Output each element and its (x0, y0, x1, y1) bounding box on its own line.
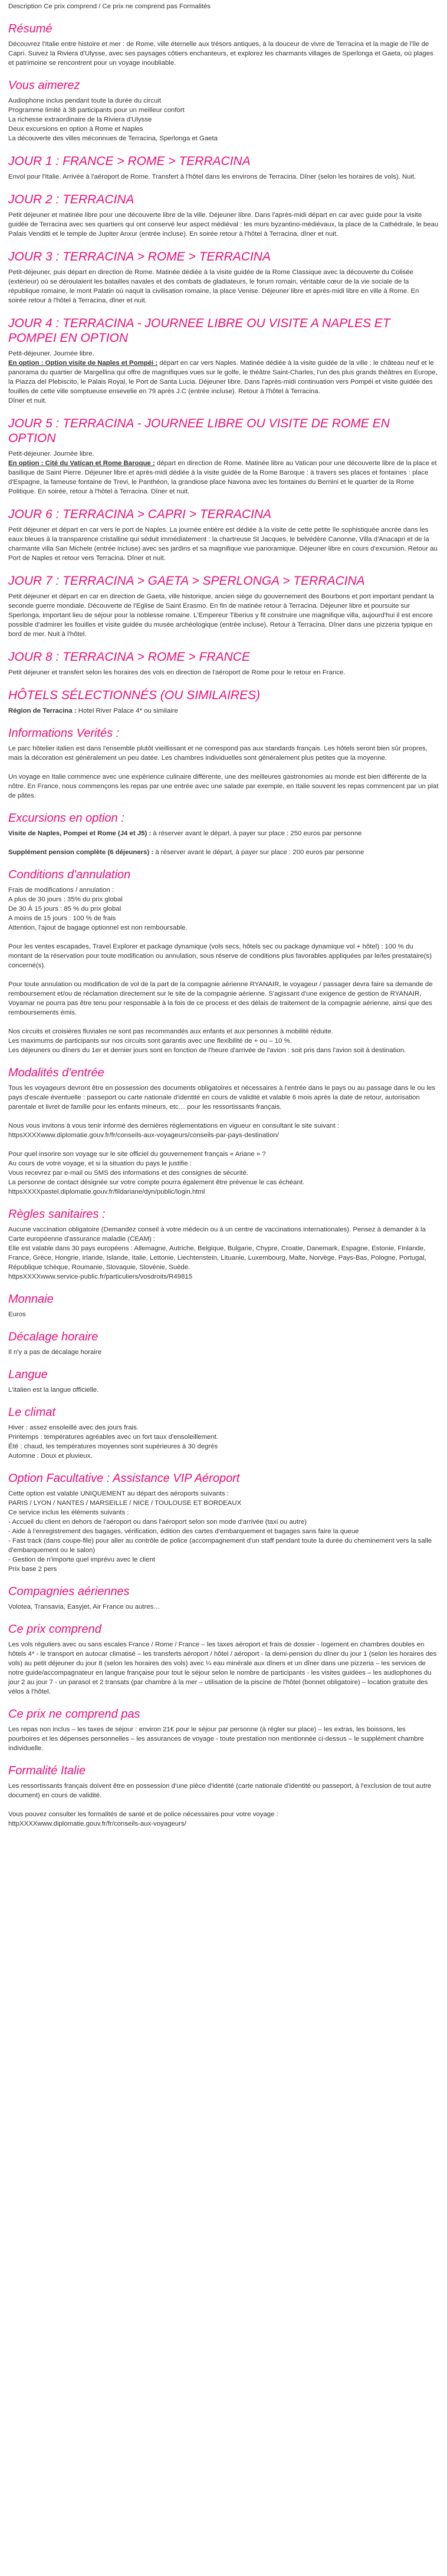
day-text: Petit déjeuner et départ en car en direction de Gaeta, ville historique, ancien siège du gouvernement des Bourbons et port important pendant la seconde guerre mondiale. Découverte de l'Eglise de Saint Erasmo. En fin de matinée retour à Terracina. Déjeuner libre et poursuite sur Sperlonga, important lieu de séjour pour la noblesse romaine. L'Empereur Tiberius y fit construire une magnifique villa, aujourd'hui il est encore possible d'admirer les fouilles et visite guidée du musée archéologique (entrée incluse). Retour à Terracina. Dîner dans une pizzeria typique en bord de mer. Nuit à l'hôtel. (8, 593, 434, 638)
day-intro: Petit-déjeuner. Journée libre. (8, 450, 94, 457)
excursions-title: Excursions en option : (8, 812, 124, 825)
day-2 (8, 182, 439, 239)
day-intro: Petit-déjeuner. Journée libre. (8, 350, 94, 357)
currency-title: Monnaie (8, 1293, 54, 1306)
airlines-title: Compagnies aériennes (8, 1585, 130, 1598)
climate-line: Hiver : assez ensoleillé avec des jours frais. (8, 1424, 139, 1431)
option-text: départ en car vers Naples. Matinée dédiée à la visite guidée de la ville : le château neuf et le panorama du quartier de Margellina qui offre de magnifiques vues sur le golfe, le théâtre Saint-Charles, l'un des plus grands théâtres en Europe, la Piazza del Plebiscito, le Palais Royal, le Port de Santa Lucia. Déjeuner libre. Dans l'après-midi continuation vers Pompéi et visite guidée des fouilles de cette ville somptueuse ensevelie en 79 après J.C (entrée incluse). Retour à l'hôtel à Terracina. (8, 360, 438, 395)
info-text: Le parc hôtelier italien est dans l'ensemble plutôt vieillissant et ne correspond pas aux standards français. Les hôtels seront bien sûr propres, mais la décoration est généralement un peu datée. Les chambres individuelles sont généralement plus petites que la moyenne. (8, 745, 428, 762)
entry-title: Modalités d'entrée (8, 1066, 104, 1079)
cancellation-line: A moins de 15 jours : 100 % de frais (8, 915, 116, 922)
vip-option-section (8, 1461, 439, 1574)
climate-line: Automne : Doux et pluvieux. (8, 1452, 93, 1460)
vip-option-line: Prix base 2 pers (8, 1566, 57, 1573)
price-includes-section (8, 1612, 439, 1697)
price-includes-text: Les vols réguliers avec ou sans escales France / Rome / France – les taxes aéroport et frais de dossier - logement en chambres doubles en hôtels 4* - le transport en autocar climatisé – les transferts aéroport / hôtel / aéroport - la demi-pension du dîner du jour 1 (selon les horaires des vols) au petit déjeuner du jour 8 (selon les horaires des vols) avec ¼ eau minérale aux dîners et un dîner dans une pizzeria – les services de notre guide/accompagnateur en langue française pour tout le séjour selon le nombre de participants - les visites guidées – les audiophones du jour 2 au jour 7 - un parasol et 2 transats (par chambre à la mer – utilisation de la piscine de l'hôtel (bonnet obligatoire) – location gratuite des vélos à l'hôtel. (8, 1641, 437, 1695)
day-title: JOUR 2 : TERRACINA (8, 193, 134, 206)
highlights-section (8, 68, 439, 143)
vip-option-line: PARIS / LYON / NANTES / MARSEILLE / NICE / TOULOUSE ET BORDEAUX (8, 1500, 242, 1507)
ariane-link[interactable]: httpsXXXXpastel.diplomatie.gouv.fr/fildariane/dyn/public/login.html (8, 1188, 205, 1195)
hotels-title: HÔTELS SÉLECTIONNÉS (OU SIMILAIRES) (8, 689, 261, 702)
entry-section (8, 1055, 439, 1197)
timezone-section (8, 1319, 439, 1357)
hotel-region-label: Région de Terracina : (8, 707, 77, 714)
vip-option-line: - Fast track (dans coupe-file) pour aller au contrôle de police (accompagnement d'un staff pendant toute la durée du cheminement vers la salle d'embarquement ou le salon) (8, 1537, 432, 1554)
cancellation-line: Frais de modifications / annulation : (8, 887, 114, 894)
vip-option-line: - Gestion de n'importe quel imprévu avec le client (8, 1556, 156, 1563)
climate-section (8, 1395, 439, 1461)
highlight-item: Audiophone inclus pendant toute la durée du circuit (8, 97, 162, 104)
formalities-title: Formalité Italie (8, 1764, 86, 1777)
excursion-value: à réserver avant le départ, à payer sur place : 200 euros par personne (153, 849, 364, 856)
day-title: JOUR 5 : TERRACINA - JOURNEE LIBRE OU VISITE DE ROME EN OPTION (8, 417, 390, 445)
climate-line: Printemps : températures agréables avec un fort taux d'ensoleillement. (8, 1434, 219, 1441)
excursion-item (8, 829, 439, 838)
cancellation-text: Pour les ventes escapades, Travel Explorer et package dynamique (vols secs, hôtels sec ou package dynamique vol + hôtel) : 100 % du montant de la réservation pour toute modification ou annulation, sous réserve de conditions plus favorables appliquées par le/les prestataire(s) concerné(s). (8, 943, 432, 969)
highlight-item: La richesse extraordinaire de la Riviera d'Ulysse (8, 116, 152, 123)
entry-text: Vous recevrez par e-mail ou SMS des informations et des consignes de sécurité. (8, 1170, 249, 1177)
hotel-line (8, 706, 439, 716)
entry-text: La personne de contact désignée sur votre compte pourra également être prévenue le cas échéant. (8, 1179, 305, 1186)
highlights-title: Vous aimerez (8, 79, 80, 92)
formalities-link[interactable]: httpXXXXwww.diplomatie.gouv.fr/fr/conseils-aux-voyageurs/ (8, 1820, 186, 1827)
cancellation-line: A plus de 30 jours : 35% du prix global (8, 896, 123, 903)
vip-option-title: Option Facultative : Assistance VIP Aéroport (8, 1472, 240, 1485)
cancellation-line: Attention, l'ajout de bagage optionnel est non remboursable. (8, 924, 188, 931)
day-text (8, 358, 439, 396)
climate-title: Le climat (8, 1406, 56, 1419)
day-4 (8, 305, 439, 406)
vip-option-line: - Aide à l'enregistrement des bagages, vérification, édition des cartes d'embarquement et bagages sans faire la queue (8, 1528, 359, 1535)
cancellation-line: De 30 À 15 jours : 85 % du prix global (8, 905, 121, 913)
day-text: Petit déjeuner et départ en car vers le port de Naples. La journée entière est dédiée à la visite de cette petite île sophistiquée ancrée dans les eaux bleues à la transparence cristalline qui séduit immédiatement : la chartreuse St Jacques, le belvédère Canonne, Villa d'Anacapri et de la charmante villa San Michele (entrée incluse) avec ses jardins et sa magnifique vue panoramique. Déjeuner libre en cours d'excursion. Retour au Port de Naples et retour vers Terracina. Dîner et nuit. (8, 526, 438, 562)
breadcrumb[interactable]: Description Ce prix comprend / Ce prix ne comprend pas Formalités (8, 3, 211, 10)
info-title: Informations Verités : (8, 727, 120, 740)
currency-section (8, 1282, 439, 1319)
excursion-item (8, 848, 439, 857)
highlight-item: Programme limité à 38 participants pour un meilleur confort (8, 107, 185, 114)
language-text: L'italien est la langue officielle. (8, 1386, 99, 1394)
day-title: JOUR 8 : TERRACINA > ROME > FRANCE (8, 650, 250, 664)
language-title: Langue (8, 1368, 48, 1381)
cancellation-text: Les maximums de participants sur nos circuits sont garantis avec une flexibilité de + ou – 10 %. (8, 1037, 292, 1045)
formalities-text: Vous pouvez consulter les formalités de santé et de police nécessaires pour votre voyage : (8, 1811, 278, 1818)
currency-text: Euros (8, 1311, 26, 1318)
health-link[interactable]: httpsXXXXwww.service-public.fr/particuliers/vosdroits/R49815 (8, 1273, 193, 1280)
health-title: Règles sanitaires : (8, 1208, 106, 1221)
info-section (8, 716, 439, 801)
day-text: Dîner et nuit. (8, 397, 47, 404)
timezone-title: Décalage horaire (8, 1330, 98, 1343)
day-3 (8, 239, 439, 305)
excursions-section (8, 801, 439, 857)
formalities-text: Les ressortissants français doivent être en possession d'une pièce d'identité (carte nationale d'identité ou passeport, à l'exclusion de tout autre document) en cours de validité. (8, 1783, 432, 1799)
price-includes-title: Ce prix comprend (8, 1623, 101, 1636)
cancellation-section (8, 857, 439, 1055)
price-excludes-section (8, 1697, 439, 1753)
price-excludes-title: Ce prix ne comprend pas (8, 1708, 140, 1721)
day-7 (8, 563, 439, 639)
entry-text: Nous vous invitons à vous tenir informé des dernières réglementations en vigueur en consultant le site suivant : httpsXXXXwww.diplomatie.gouv.fr/fr/conseils-aux-voyageurs/conseils-par-pays-destination/ (8, 1122, 339, 1139)
hotels-section (8, 677, 439, 716)
price-excludes-text: Les repas non inclus – les taxes de séjour : environ 21€ pour le séjour par personne (à régler sur place) – les extras, les boissons, les pourboires et les dépenses personnelles – les assurances de voyage - toute prestation non mentionnée ci-dessus – le supplément chambre individuelle. (8, 1726, 424, 1752)
vip-option-line: Ce service inclus les éléments suivants : (8, 1509, 129, 1516)
formalities-section (8, 1753, 439, 1829)
highlight-item: La découverte des villes méconnues de Terracina, Sperlonga et Gaeta (8, 135, 218, 142)
language-section (8, 1357, 439, 1395)
excursion-value: à réserver avant le départ, à payer sur place : 250 euros par personne (151, 830, 362, 837)
day-5 (8, 406, 439, 496)
day-text (8, 459, 439, 496)
cancellation-text: Les déjeuners ou dîners du 1er et dernier jours sont en fonction de l'heure d'arrivée de l'avion : soit pris dans l'avion soit à destination. (8, 1047, 406, 1054)
excursion-label: Supplément pension complète (6 déjeuners) : (8, 849, 154, 856)
day-text: Petit déjeuner et matinée libre pour une découverte libre de la ville. Déjeuner libre. Dans l'après-midi départ en car avec guide pour la visite guidée de Terracina avec ses quartiers qui ont conservé leur aspect médiéval : les murs byzantino-médiévaux, la place de la Cathédrale, le beau Palais Venditti et le temple de Jupiter Anxur (entrée incluse). En soirée retour à l'hôtel à Terracina, dîner et nuit. (8, 212, 439, 238)
day-title: JOUR 1 : FRANCE > ROME > TERRACINA (8, 154, 251, 168)
cancellation-title: Conditions d'annulation (8, 868, 131, 881)
option-label: En option : Option visite de Naples et Pompéi : (8, 360, 158, 367)
day-8 (8, 639, 439, 677)
cancellation-text: Nos circuits et croisières fluviales ne sont pas recommandés aux enfants et aux personnes à mobilité réduite. (8, 1028, 333, 1035)
airlines-section (8, 1574, 439, 1612)
vip-option-line: - Accueil du client en dehors de l'aéroport ou dans l'aéroport selon son mode d'arrivée (taxi ou autre) (8, 1518, 307, 1526)
health-section (8, 1197, 439, 1282)
summary-title: Résumé (8, 22, 52, 35)
health-text: Elle est valable dans 30 pays européens : Allemagne, Autriche, Belgique, Bulgarie, Chypre, Croatie, Danemark, Espagne, Estonie, Finlande, France, Grèce, Hongrie, Irlande, Islande, Italie, Lettonie, Liechtenstein, Lituanie, Luxembourg, Malte, Norvège, Pays-Bas, Pologne, Portugal, République tchèque, Roumanie, Slovaquie, Slovénie, Suède. (8, 1245, 426, 1271)
day-title: JOUR 3 : TERRACINA > ROME > TERRACINA (8, 250, 271, 263)
highlight-item: Deux excursions en option à Rome et Naples (8, 126, 143, 133)
day-1 (8, 143, 439, 182)
vip-option-line: Cette option est valable UNIQUEMENT au départ des aéroports suivants : (8, 1490, 229, 1497)
excursion-label: Visite de Naples, Pompei et Rome (J4 et J5) : (8, 830, 152, 837)
info-text: Un voyage en Italie commence avec une expérience culinaire différente, une des meilleures gastronomies au monde est bien différente de la nôtre. En France, nous commençons les repas par une entrée avec une salade par exemple, en Italie souvent les repas commencent par un plat de pâtes. (8, 773, 439, 799)
option-text: départ en direction de Rome. Matinée libre au Vatican pour une découverte libre de la place et basilique de Saint Pierre. Déjeuner libre et après-midi dédiée à la visite guidée de la Rome Baroque : à travers ses places et fontaines : place d'Espagne, la fameuse fontaine de Trevi, le Panthéon, la grandiose place Navona avec les fontaines du Bernini et le quartier de la Rome Politique. En soirée, retour à l'hôtel à Terracina. Dîner et nuit. (8, 460, 437, 495)
summary-text: Découvrez l'Italie entre histoire et mer : de Rome, ville éternelle aux trésors antiques, à la douceur de vivre de Terracina et la magie de l'île de Capri. Suivez la Riviera d'Ulysse, avec ses paysages côtiers enchanteurs, et explorez les charmants villages de Sperlonga et Gaeta, où plages et patrimoine se rencontrent pour un voyage inoubliable. (8, 41, 433, 67)
day-6 (8, 496, 439, 563)
day-title: JOUR 4 : TERRACINA - JOURNEE LIBRE OU VISITE A NAPLES ET POMPEI EN OPTION (8, 317, 390, 345)
timezone-text: Il n'y a pas de décalage horaire (8, 1349, 101, 1356)
entry-text: Pour quel insorire son voyage sur le site officiel du gouvernement français « Ariane » ? (8, 1151, 266, 1158)
entry-text: Tous les voyageurs devront être en possession des documents obligatoires et nécessaires à l'entrée dans le pays ou au passage dans le ou les pays d'escale éventuelle : passeport ou carte nationale d'identité en cours de validité et valable 6 mois après la date de retour, autorisation parentale et livret de famille pour les enfants mineurs, etc… pour les ressortissants français. (8, 1085, 436, 1111)
option-label: En option : Cité du Vatican et Rome Baroque : (8, 460, 155, 467)
health-text: Aucune vaccination obligatoire (Demandez conseil à votre médecin ou à un centre de vaccinations internationales). Pensez à demander à la Carte européenne d'assurance maladie (CEAM) : (8, 1226, 426, 1243)
day-title: JOUR 6 : TERRACINA > CAPRI > TERRACINA (8, 508, 272, 521)
entry-text: Au cours de votre voyage, et si la situation du pays le justifie : (8, 1160, 192, 1167)
cancellation-text: Pour toute annulation ou modification de vol de la part de la compagnie aérienne RYANAIR, le voyageur / passager devra faire sa demande de remboursement et/ou de réclamation directement sur le site de la compagnie aérienne. S'agissant d'une exigence de gestion de RYANAIR, Voyamar ne pourra pas être tenu pour responsable à la fois de ce process et des délais de traitement de la compagnie aérienne, ainsi que des remboursements émis. (8, 981, 433, 1016)
day-text: Envol pour l'Italie. Arrivée à l'aéroport de Rome. Transfert à l'hôtel dans les environs de Terracina. Dîner (selon les horaires de vols). Nuit. (8, 173, 416, 180)
day-title: JOUR 7 : TERRACINA > GAETA > SPERLONGA > TERRACINA (8, 574, 365, 588)
climate-line: Été : chaud, les températures moyennes sont supérieures à 30 degrés (8, 1443, 218, 1450)
summary-section (8, 11, 439, 68)
airlines-text: Volotea, Transavia, Easyjet, Air France ou autres… (8, 1603, 160, 1610)
hotel-name: Hotel River Palace 4* ou similaire (76, 707, 178, 714)
day-text: Petit déjeuner et transfert selon les horaires des vols en direction de l'aéroport de Rome pour le retour en France. (8, 669, 346, 676)
day-text: Petit-déjeuner, puis départ en direction de Rome. Matinée dédiée à la visite guidée de la Rome Classique avec la découverte du Colisée (extérieur) où se déroulaient les batailles navales et des combats de gladiateurs, le forum romain, véritable cœur de la vie sociale de la république romaine, le mont Palatin où naquit la civilisation romaine, la place Venise. Déjeuner libre et après-midi libre en ville à Rome. En soirée retour à l'hôtel à Terracina, dîner et nuit. (8, 269, 419, 304)
